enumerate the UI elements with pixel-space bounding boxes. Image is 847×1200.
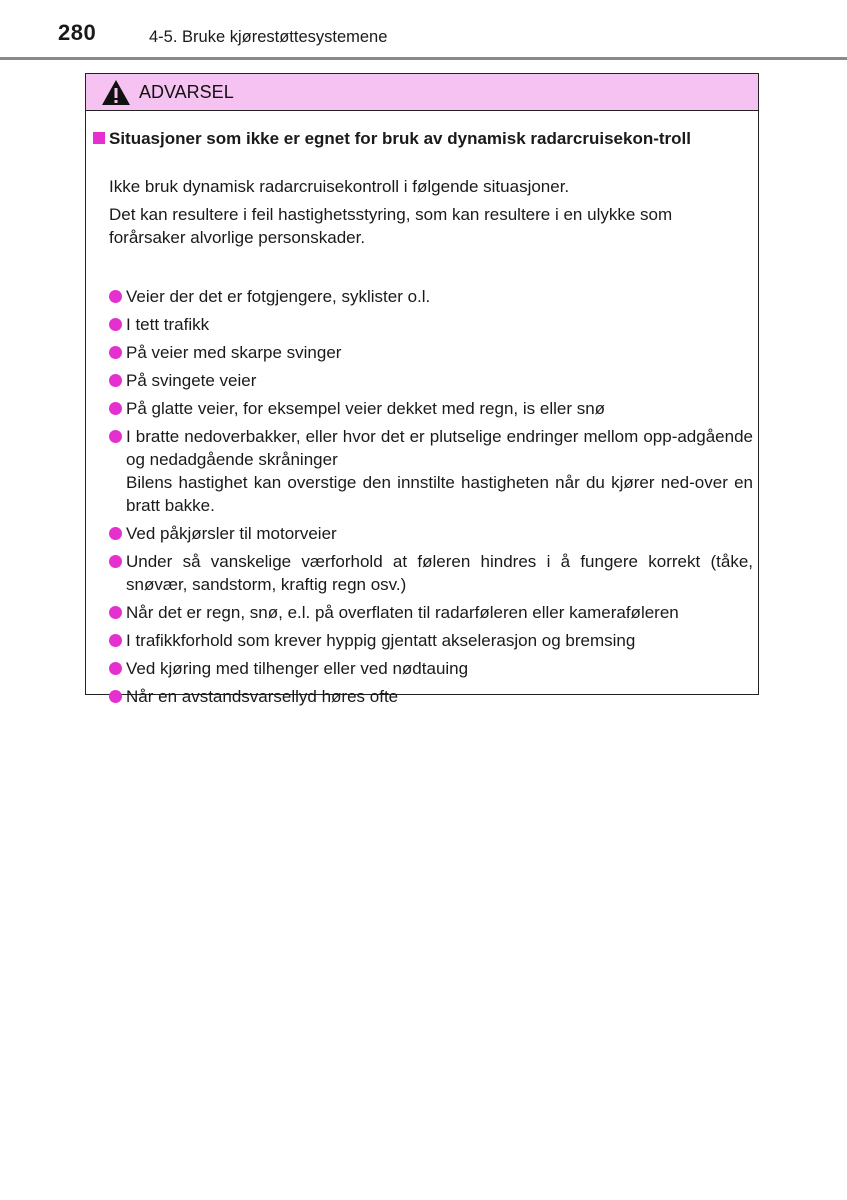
page-number: 280 xyxy=(58,20,97,45)
bullet-icon xyxy=(109,290,122,303)
bullet-icon xyxy=(109,402,122,415)
list-item: Når en avstandsvarsellyd høres ofte xyxy=(109,685,753,708)
situation-list xyxy=(109,285,753,713)
square-bullet-icon xyxy=(93,132,105,144)
list-item: Veier der det er fotgjengere, syklister o.l. xyxy=(109,285,753,308)
bullet-icon xyxy=(109,346,122,359)
bullet-icon xyxy=(109,662,122,675)
warning-box xyxy=(85,73,759,706)
bullet-icon xyxy=(109,555,122,568)
list-item: På glatte veier, for eksempel veier dekket med regn, is eller snø xyxy=(109,397,753,420)
bullet-icon xyxy=(109,606,122,619)
list-item: I tett trafikk xyxy=(109,313,753,336)
warning-heading xyxy=(93,127,753,150)
bullet-icon xyxy=(109,374,122,387)
page-header xyxy=(0,0,847,60)
warning-header xyxy=(86,74,758,111)
bullet-icon xyxy=(109,430,122,443)
list-item: På svingete veier xyxy=(109,369,753,392)
list-item: På veier med skarpe svinger xyxy=(109,341,753,364)
list-item: Ved påkjørsler til motorveier xyxy=(109,522,753,545)
list-item: I trafikkforhold som krever hyppig gjentatt akselerasjon og bremsing xyxy=(109,629,753,652)
warning-triangle-icon xyxy=(101,79,131,106)
bullet-icon xyxy=(109,690,122,703)
list-item: Under så vanskelige værforhold at føleren hindres i å fungere korrekt (tåke, snøvær, sandstorm, kraftig regn osv.) xyxy=(109,550,753,596)
bullet-icon xyxy=(109,634,122,647)
header-divider xyxy=(0,57,847,60)
list-item: Når det er regn, snø, e.l. på overflaten til radarføleren eller kameraføleren xyxy=(109,601,753,624)
warning-label: ADVARSEL xyxy=(139,82,234,102)
list-item: Ved kjøring med tilhenger eller ved nødtauing xyxy=(109,657,753,680)
list-item: I bratte nedoverbakker, eller hvor det er plutselige endringer mellom opp-adgående og nedadgående skråninger Bilens hastighet kan overstige den innstilte hastigheten når du kjører ned-over en bratt bakke. xyxy=(109,425,753,517)
warning-intro: Ikke bruk dynamisk radarcruisekontroll i følgende situasjoner. xyxy=(109,177,570,196)
bullet-icon xyxy=(109,527,122,540)
bullet-icon xyxy=(109,318,122,331)
section-title: 4-5. Bruke kjørestøttesystemene xyxy=(149,28,388,46)
warning-consequence: Det kan resultere i feil hastighetsstyring, som kan resultere i en ulykke som forårsaker alvorlige personskader. xyxy=(109,205,673,247)
list-item-note: Bilens hastighet kan overstige den innstilte hastigheten når du kjører ned-over en bratt bakke. xyxy=(126,473,753,515)
warning-heading-text: Situasjoner som ikke er egnet for bruk av dynamisk radarcruisekon-troll xyxy=(109,129,691,148)
